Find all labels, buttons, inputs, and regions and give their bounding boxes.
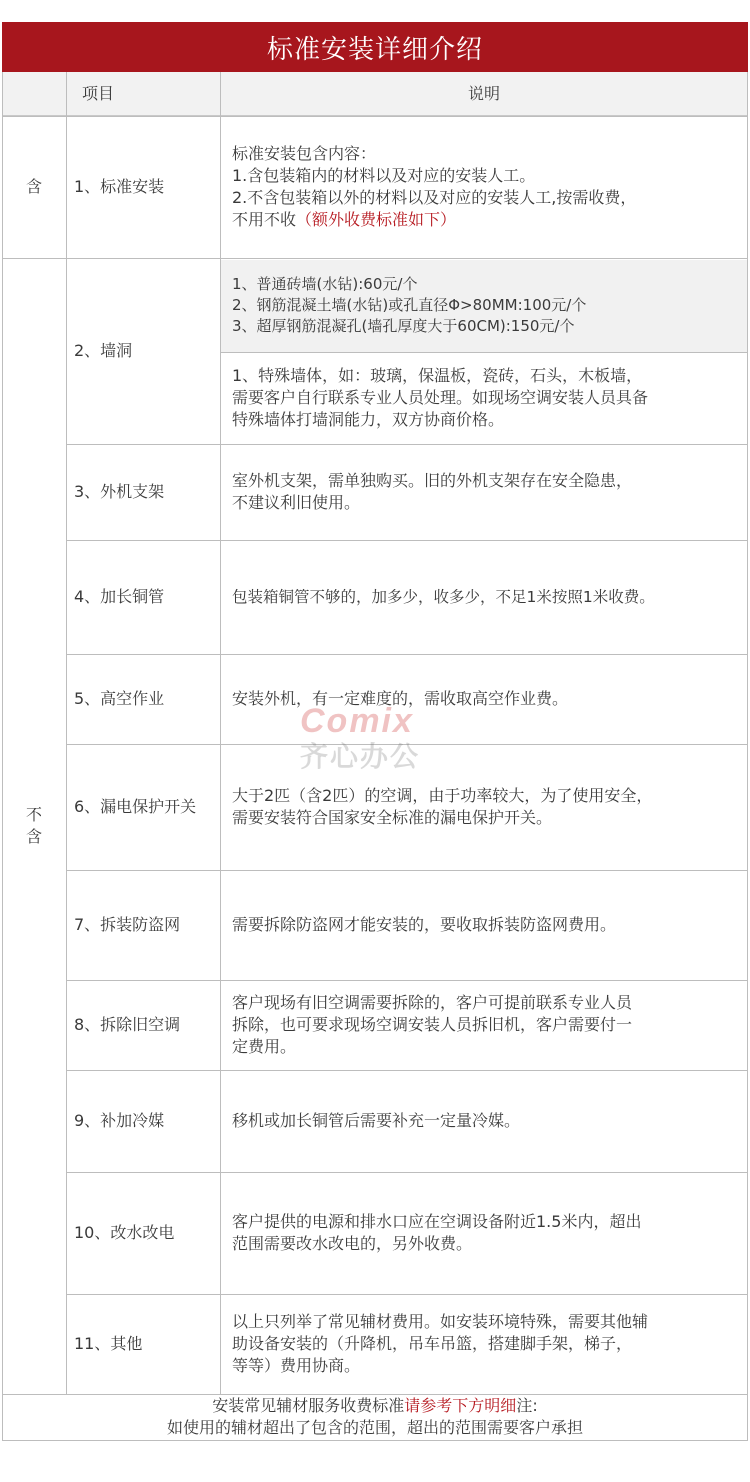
row-desc-7-text: 需要拆除防盗网才能安装的，要收取拆装防盗网费用。 — [232, 915, 617, 934]
grid-line — [66, 870, 748, 871]
row-item-4: 4、加长铜管 — [74, 587, 165, 606]
grid-line — [66, 654, 748, 655]
row-item-5: 5、高空作业 — [74, 689, 165, 708]
row-desc-1-red: （额外收费标准如下） — [296, 210, 457, 229]
install-table — [2, 72, 748, 1437]
footer-line-2: 如使用的辅材超出了包含的范围，超出的范围需要客户承担 — [166, 1418, 583, 1437]
row-desc-10-text: 客户提供的电源和排水口应在空调设备附近1.5米内，超出 范围需要改水改电的，另外收费。 — [232, 1212, 642, 1253]
row-desc-4 — [220, 540, 748, 654]
header-desc-label: 说明 — [467, 84, 500, 103]
grid-line — [220, 72, 221, 1394]
category-excluded — [2, 258, 66, 1394]
row-desc-7 — [220, 870, 748, 980]
row-item-3: 3、外机支架 — [74, 482, 165, 501]
row-desc-3-text: 室外机支架，需单独购买。旧的外机支架存在安全隐患， 不建议利旧使用。 — [232, 471, 633, 512]
watermark-logo: Comix — [300, 702, 414, 740]
grid-line — [66, 72, 67, 1394]
footer-line-1 — [2, 1395, 748, 1417]
row-item-1: 1、标准安装 — [74, 177, 165, 196]
row-item-6: 6、漏电保护开关 — [74, 797, 197, 816]
row-desc-4-text: 包装箱铜管不够的，加多少，收多少，不足1米按照1米收费。 — [232, 588, 655, 606]
watermark-subtitle: 齐心办公 — [300, 740, 421, 773]
row-item-9: 9、补加冷媒 — [74, 1111, 165, 1130]
row-item-10: 10、改水改电 — [74, 1223, 175, 1242]
footer-line-1-red: 请参考下方明细 — [404, 1396, 517, 1415]
row-desc-9-text: 移机或加长铜管后需要补充一定量冷媒。 — [232, 1111, 521, 1130]
row-item-11: 11、其他 — [74, 1334, 143, 1353]
row-item-2: 2、墙洞 — [74, 341, 133, 360]
grid-line — [2, 72, 3, 1440]
row-desc-8-text: 客户现场有旧空调需要拆除的，客户可提前联系专业人员 拆除，也可要求现场空调安装人员拆旧机，客户需要付一 定费用。 — [232, 993, 633, 1056]
grid-line — [66, 1070, 748, 1071]
grid-line — [220, 352, 748, 353]
row-desc-10 — [220, 1172, 748, 1294]
row-desc-2a-text: 1、普通砖墙(水钻):60元/个 2、钢筋混凝土墙(水钻)或孔直径Φ>80MM:100元/个 3、超厚钢筋混凝孔(墙孔厚度大于60CM):150元/个 — [232, 274, 587, 335]
row-desc-6 — [220, 744, 748, 870]
grid-line — [66, 744, 748, 745]
install-info-sheet — [2, 0, 748, 1454]
row-desc-9 — [220, 1070, 748, 1172]
header-item-label: 项目 — [82, 84, 115, 103]
row-desc-3 — [220, 444, 748, 540]
grid-line — [2, 258, 748, 259]
grid-line — [66, 540, 748, 541]
category-excluded-label: 不含 — [25, 805, 42, 846]
page-title: 标准安装详细介绍 — [2, 22, 748, 72]
row-item-8: 8、拆除旧空调 — [74, 1015, 181, 1034]
grid-line — [66, 1172, 748, 1173]
row-desc-6-text: 大于2匹（含2匹）的空调，由于功率较大，为了使用安全， 需要安装符合国家安全标准的漏电保护开关。 — [232, 786, 653, 827]
row-desc-5 — [220, 654, 748, 744]
row-desc-11 — [220, 1294, 748, 1394]
row-desc-1 — [220, 116, 748, 258]
category-included: 含 — [25, 177, 42, 196]
grid-line — [66, 444, 748, 445]
row-desc-11-text: 以上只列举了常见辅材费用。如安装环境特殊，需要其他辅 助设备安装的（升降机，吊车吊篮，搭建脚手架，梯子， 等等）费用协商。 — [232, 1312, 649, 1375]
grid-line — [2, 1440, 748, 1441]
row-desc-2b-text: 1、特殊墙体，如：玻璃，保温板，瓷砖，石头，木板墙， 需要客户自行联系专业人员处理。如现场空调安装人员具备 特殊墙体打墙洞能力，双方协商价格。 — [232, 366, 649, 429]
grid-line — [2, 116, 748, 117]
grid-line — [747, 72, 748, 1440]
row-desc-5-text: 安装外机，有一定难度的，需收取高空作业费。 — [232, 689, 569, 708]
footer-line-1-a: 安装常见辅材服务收费标准 — [212, 1396, 405, 1415]
row-desc-1-text: 标准安装包含内容： 1.含包装箱内的材料以及对应的安装人工。 2.不含包装箱以外的材料以及对应的安装人工,按需收费， 不用不收 — [232, 144, 637, 229]
row-item-7: 7、拆装防盗网 — [74, 915, 181, 934]
grid-line — [66, 1294, 748, 1295]
row-desc-8 — [220, 980, 748, 1070]
row-desc-2a — [220, 258, 748, 352]
grid-line — [66, 980, 748, 981]
row-desc-2b — [220, 352, 748, 444]
footer-line-1-b: 注: — [516, 1396, 538, 1415]
footer-note — [2, 1395, 748, 1440]
